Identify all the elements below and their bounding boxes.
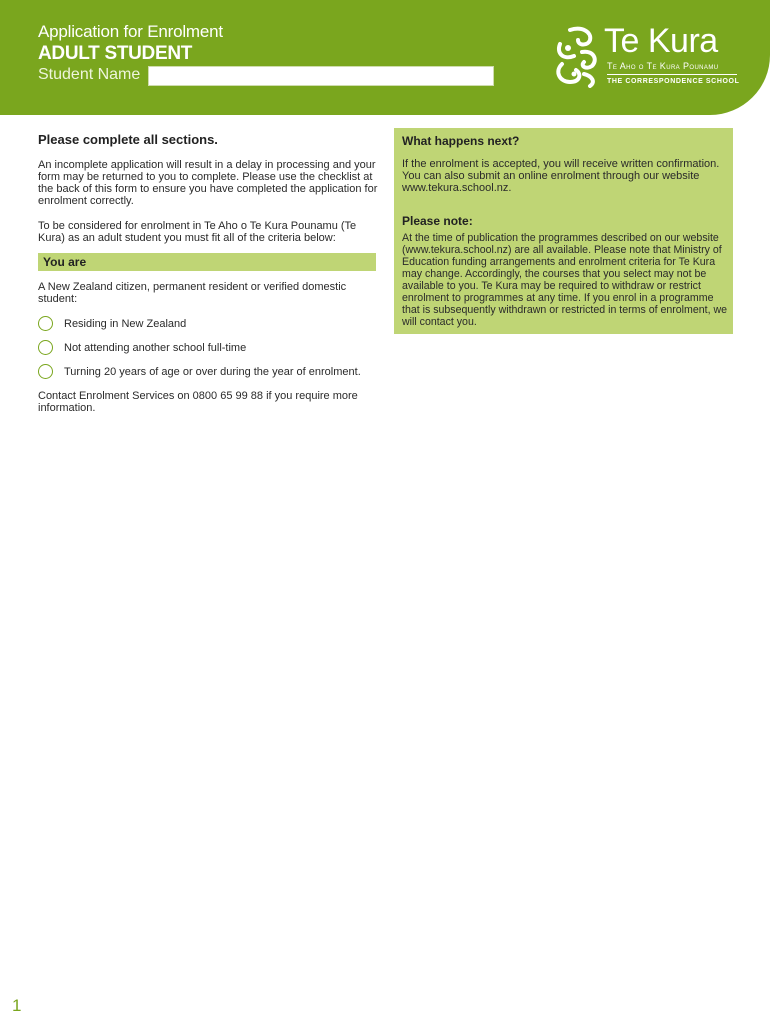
criteria-checkbox[interactable] (38, 364, 53, 379)
criteria-label: Turning 20 years of age or over during the year of enrolment. (64, 366, 361, 378)
criteria-checkbox[interactable] (38, 316, 53, 331)
logo-tagline: Te Aho o Te Kura Pounamu (607, 61, 719, 71)
te-kura-logo (552, 24, 742, 88)
info-panel (394, 128, 733, 334)
residency-paragraph: A New Zealand citizen, permanent resident or verified domestic student: (38, 281, 347, 305)
student-name-input[interactable] (148, 66, 494, 86)
logo-subtitle: THE CORRESPONDENCE SCHOOL (607, 78, 740, 85)
what-happens-heading: What happens next? (402, 134, 520, 148)
student-name-label: Student Name (38, 66, 141, 83)
logo-divider (607, 74, 737, 75)
criteria-label: Not attending another school full-time (64, 342, 247, 354)
please-note-heading: Please note: (402, 214, 473, 228)
form-subtitle: ADULT STUDENT (38, 43, 193, 64)
instructions-paragraph: An incomplete application will result in a delay in processing and your form may be returned to you to complete. Please use the checklist at the back of this form to ensure you have completed the application for enrolment correctly. (38, 159, 378, 207)
instructions-heading: Please complete all sections. (38, 132, 218, 147)
contact-paragraph: Contact Enrolment Services on 0800 65 99 88 if you require more information. (38, 390, 358, 414)
logo-wordmark: Te Kura (604, 22, 718, 60)
criteria-item (38, 340, 378, 358)
eligibility-paragraph: To be considered for enrolment in Te Aho o Te Kura Pounamu (Te Kura) as an adult student you must fit all of the criteria below: (38, 220, 357, 244)
koru-logo-icon (552, 24, 602, 88)
you-are-bar (38, 253, 376, 271)
please-note-paragraph: At the time of publication the programmes described on our website (www.tekura.school.nz) are all available. Please note that Ministry of Education funding arrangements and enrolment criteria for Te Kura may change. Accordingly, the courses that you select may not be available to you. Te Kura may be required to withdraw or restrict enrolment to programmes at any time. If you enrol in a programme that is subsequently withdrawn or restricted in terms of enrolment, we will contact you. (402, 232, 728, 328)
criteria-item (38, 364, 378, 382)
criteria-item (38, 316, 378, 334)
header-banner (0, 0, 770, 115)
what-happens-paragraph: If the enrolment is accepted, you will receive written confirmation. You can also submit an online enrolment through our website www.tekura.school.nz. (402, 158, 720, 194)
criteria-checkbox[interactable] (38, 340, 53, 355)
page-number: 1 (12, 996, 22, 1015)
you-are-label: You are (43, 255, 87, 269)
criteria-label: Residing in New Zealand (64, 318, 187, 330)
form-title: Application for Enrolment (38, 22, 223, 41)
